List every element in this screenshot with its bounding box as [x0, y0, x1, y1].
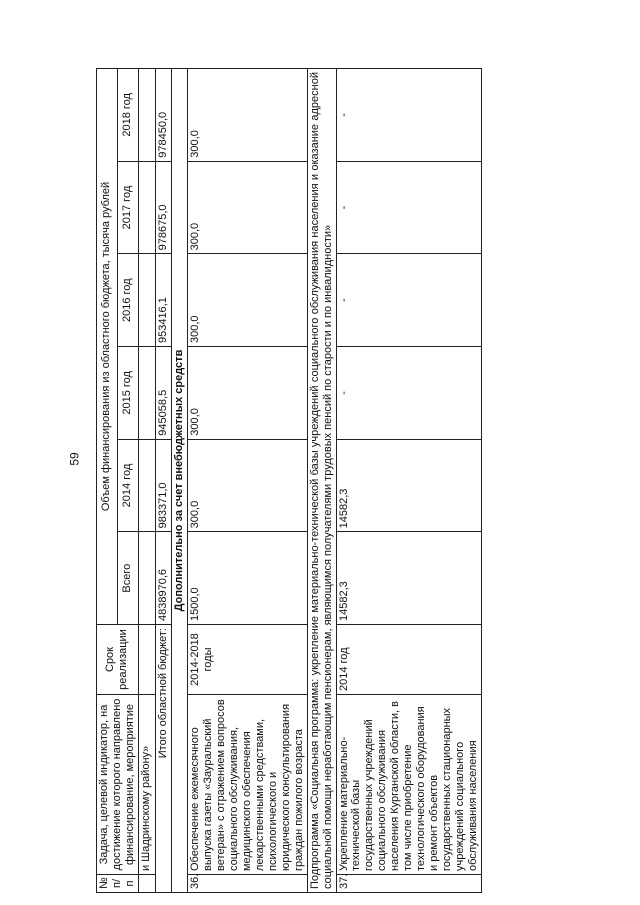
header-funding: Объем финансирования из областного бюджета, тысяча рублей — [97, 69, 118, 625]
total-value-2015: 945058,5 — [155, 347, 171, 440]
row-36-text: Обеспечение ежемесячного выпуска газеты «Зауральский ветеран» с отражением вопросов социального обслуживания, медицинского обеспечения лекарственными средствами, психологического и юридического консультирования граждан пожилого возраста — [187, 695, 307, 875]
total-value-all: 4838970,6 — [155, 532, 171, 625]
row-37-value-all: 14582,3 — [336, 532, 482, 625]
header-col-2015: 2015 год — [117, 347, 138, 440]
section-title: Дополнительно за счет внебюджетных средств — [171, 69, 187, 893]
header-col-2014: 2014 год — [117, 439, 138, 532]
row-36-value-2016: 300,0 — [187, 254, 307, 347]
total-value-2017: 978675,0 — [155, 161, 171, 254]
header-col-2016: 2016 год — [117, 254, 138, 347]
subprogram-text: Подпрограмма «Социальная программа: укрепление материально-технической базы учреждений социального обслуживания населения и оказание адресной социальной помощи неработающим пенсионерам, являющимся получателями трудовых пенсий по старости и по инвалидности» — [307, 69, 336, 893]
subprogram-row — [307, 69, 336, 893]
total-row — [155, 69, 171, 893]
row-36-value-2018: 300,0 — [187, 69, 307, 162]
row-36-value-2015: 300,0 — [187, 347, 307, 440]
total-value-2018: 978450,0 — [155, 69, 171, 162]
rotated-table-wrapper — [96, 68, 480, 893]
table-row — [187, 69, 307, 893]
header-row-1 — [97, 69, 118, 893]
row-36-value-2014: 300,0 — [187, 439, 307, 532]
table-row — [336, 69, 482, 893]
continuation-text: и Шадринскому району» — [138, 695, 155, 875]
row-37-value-2017: - — [336, 161, 482, 254]
total-value-2016: 953416,1 — [155, 254, 171, 347]
row-36-term: 2014-2018 годы — [187, 625, 307, 695]
row-37-term: 2014 год — [336, 625, 482, 695]
funding-table — [96, 68, 482, 893]
row-37-value-2018: - — [336, 69, 482, 162]
header-col-total: Всего — [117, 532, 138, 625]
row-37-value-2015: - — [336, 347, 482, 440]
header-task: Задача, целевой индикатор, на достижение которого направлено финансирование, мероприятие — [97, 695, 139, 875]
row-37-text: Укрепление материально-технической базы государственных учреждений социального обслуживания населения Курганской области, в том числе приобретение технологического оборудования и ремонт объектов государственных стационарных учреждений социального обслуживания населения — [336, 695, 482, 875]
total-label: Итого областной бюджет: — [155, 625, 171, 893]
table-container — [96, 68, 480, 893]
row-37-value-2014: 14582,3 — [336, 439, 482, 532]
continuation-num — [138, 875, 155, 893]
row-36-num: 36. — [187, 875, 307, 893]
continuation-row — [138, 69, 155, 893]
section-title-row — [171, 69, 187, 893]
page-number: 59 — [67, 452, 82, 466]
header-col-2017: 2017 год — [117, 161, 138, 254]
header-term: Срок реализации — [97, 625, 139, 695]
header-num: № п/п — [97, 875, 139, 893]
row-37-value-2016: - — [336, 254, 482, 347]
row-36-value-2017: 300,0 — [187, 161, 307, 254]
row-37-num: 37. — [336, 875, 482, 893]
header-col-2018: 2018 год — [117, 69, 138, 162]
row-36-value-all: 1500,0 — [187, 532, 307, 625]
total-value-2014: 983371,0 — [155, 439, 171, 532]
